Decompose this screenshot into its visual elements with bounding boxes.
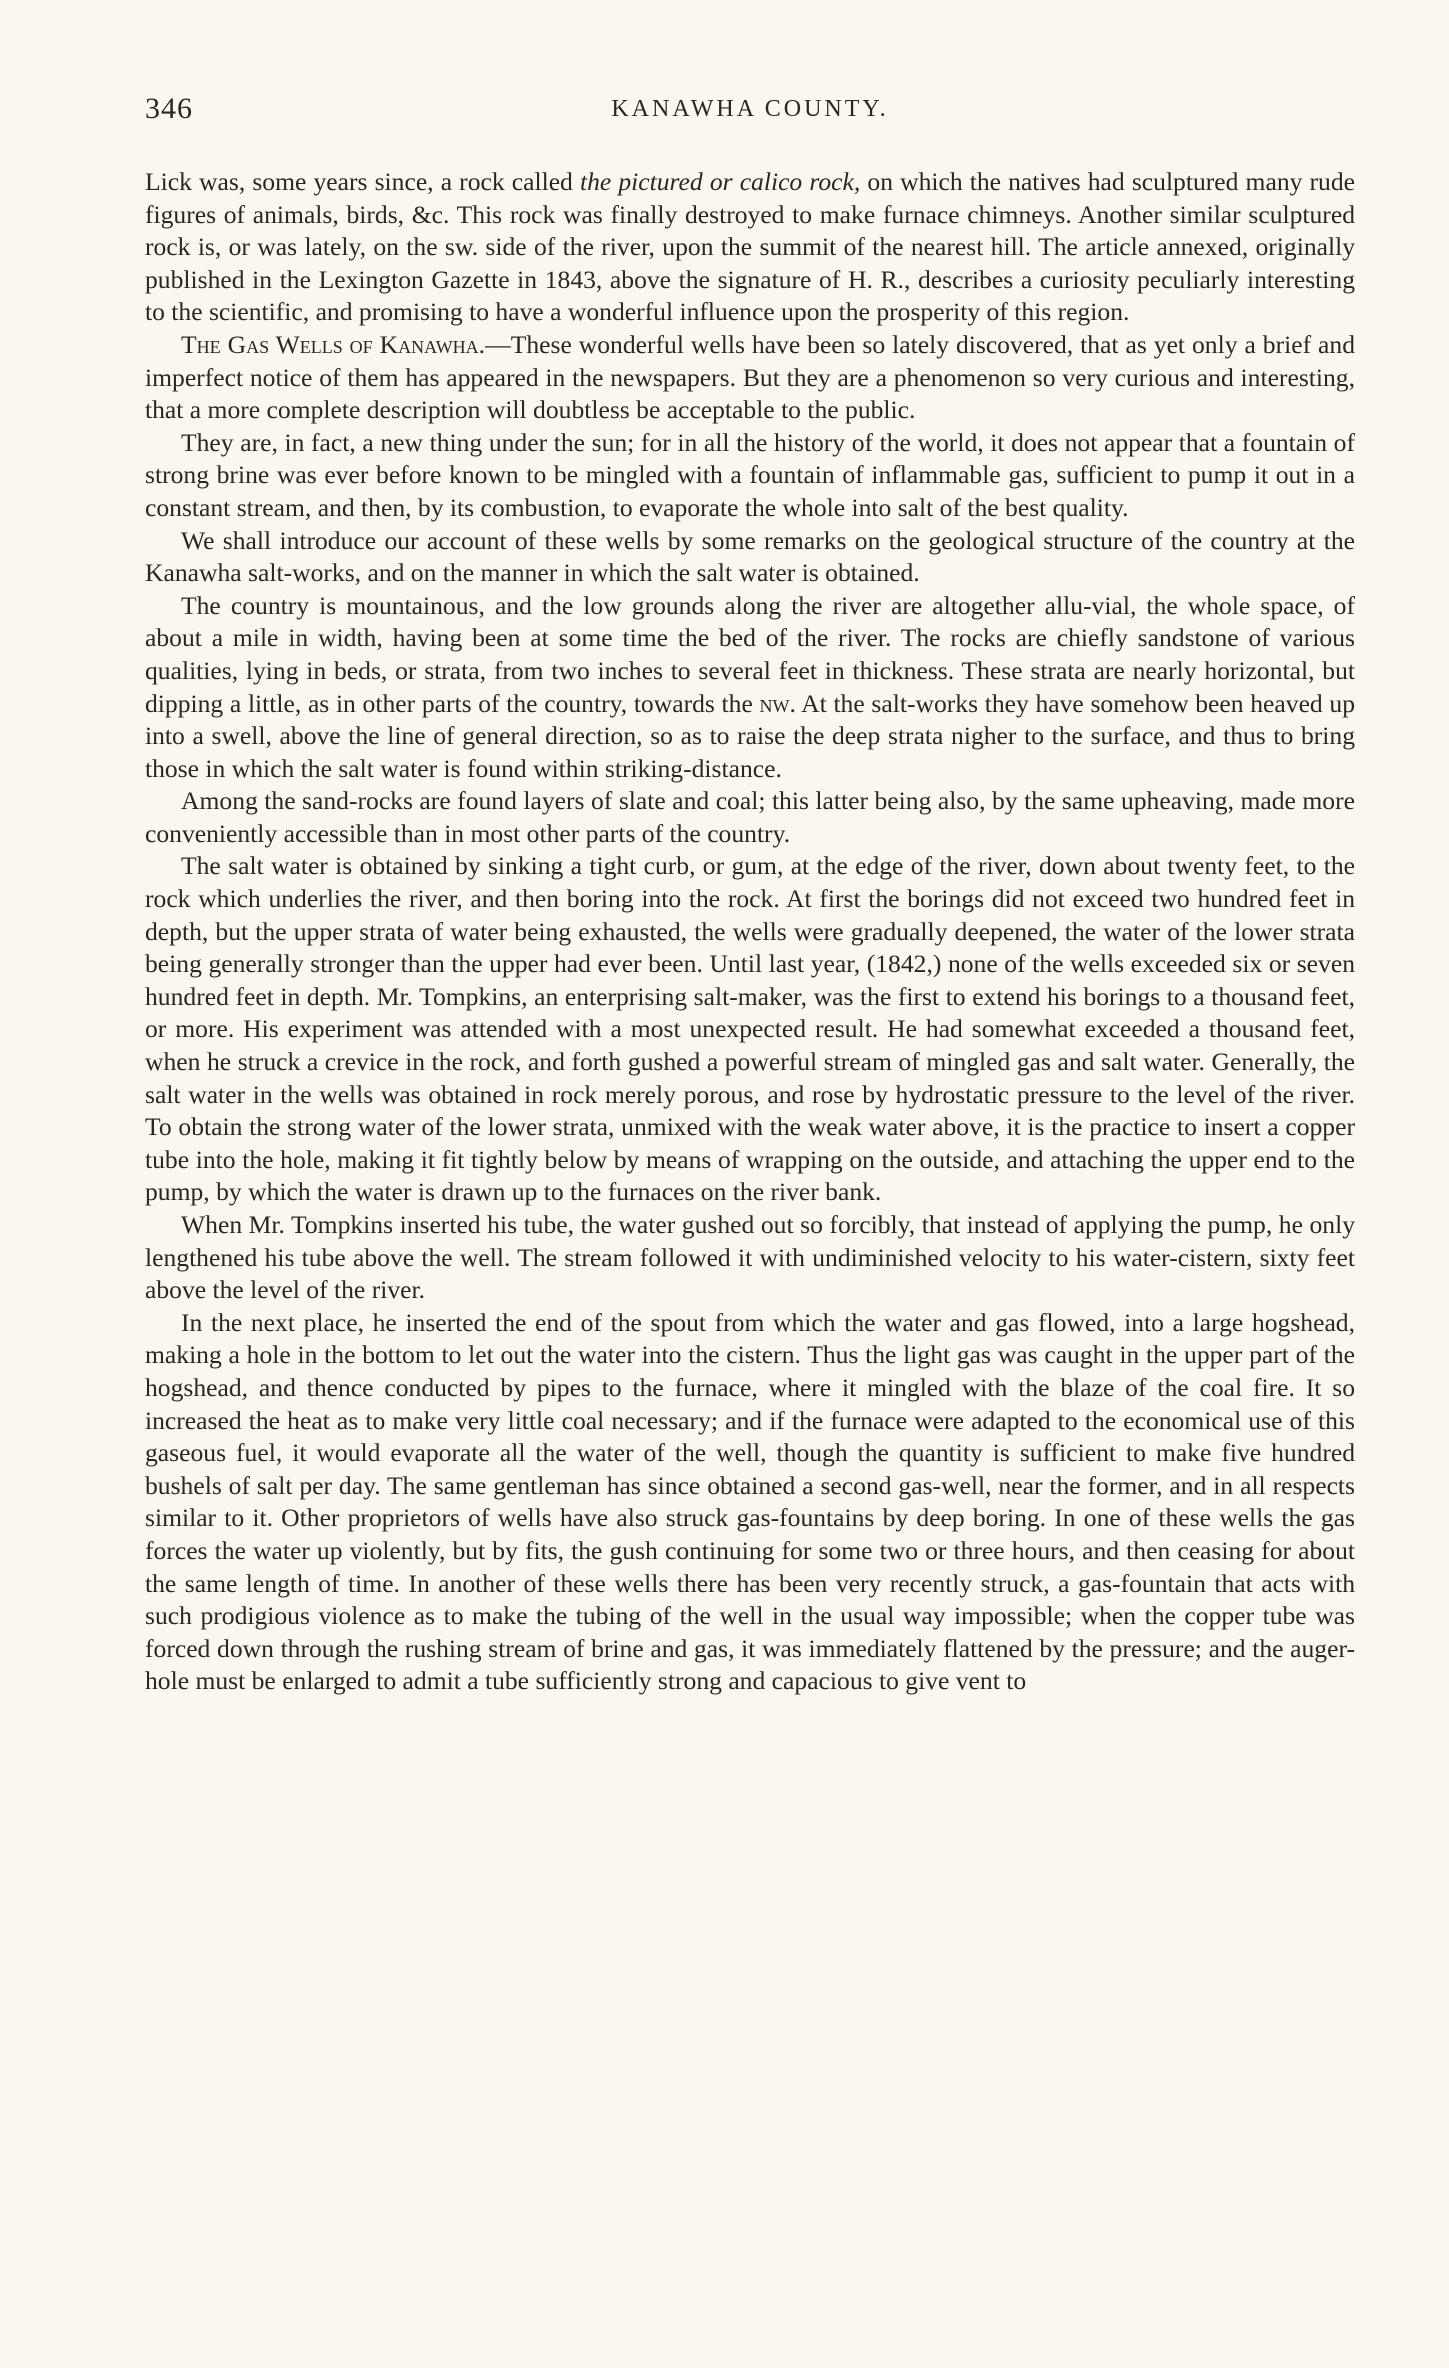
paragraph-6: Among the sand-rocks are found layers of slate and coal; this latter being also, by the same upheaving, made more conveniently accessible than in most other parts of the country. (145, 786, 1355, 848)
direction-abbrev: nw. (759, 688, 796, 718)
paragraph-4: We shall introduce our account of these wells by some remarks on the geological structure of the country at the Kanawha salt-works, and on the manner in which the salt water is obtained. (145, 525, 1355, 588)
paragraph-5-before: The country is mountainous, and the low grounds along the river are altogether allu-vial, the whole space, of about a mile in width, having been at some time the bed of the river. The rocks are chiefly sandstone of various qualities, lying in beds, or strata, from two inches to several feet in thickness. These strata are nearly horizontal, but dipping a little, as in other parts of the country, towards the (145, 590, 1355, 718)
running-head: KANAWHA COUNTY. (611, 96, 889, 122)
page-number: 346 (145, 92, 193, 125)
paragraph-5-after: At the salt-works they have somehow been heaved up into a swell, above the line of general direction, so as to raise the deep strata nigher to the surface, and thus to bring those in which the salt water is found within striking-distance. (145, 688, 1356, 783)
page-header (145, 92, 1355, 132)
paragraph-3: They are, in fact, a new thing under the sun; for in all the history of the world, it does not appear that a fountain of strong brine was ever before known to be mingled with a fountain of inflammable gas, sufficient to pump it out in a constant stream, and then, by its combustion, to evaporate the whole into salt of the best quality. (145, 427, 1355, 522)
body-text (145, 166, 1355, 1698)
section-heading: The Gas Wells of Kanawha. (181, 329, 486, 359)
paragraph-5 (145, 590, 1355, 786)
paragraph-2 (145, 329, 1355, 427)
calico-rock-italic: the pictured or calico rock, (579, 167, 861, 196)
paragraph-8: When Mr. Tompkins inserted his tube, the water gushed out so forcibly, that instead of applying the pump, he only lengthened his tube above the well. The stream followed it with undiminished velocity to his water-cistern, sixty feet above the level of the river. (145, 1210, 1355, 1305)
paragraph-1-before: Lick was, some years since, a rock called (145, 167, 580, 196)
paragraph-1 (145, 166, 1355, 329)
paragraph-2-text: —These wonderful wells have been so lately discovered, that as yet only a brief and imperfect notice of them has appeared in the newspapers. But they are a phenomenon so very curious and interesting, that a more complete description will doubtless be acceptable to the public. (145, 329, 1356, 425)
paragraph-1-after: on which the natives had sculptured many rude figures of animals, birds, &c. This rock was finally destroyed to make furnace chimneys. Another similar sculptured rock is, or was lately, on the sw. side of the river, upon the summit of the nearest hill. The article annexed, originally published in the Lexington Gazette in 1843, above the signature of H. R., describes a curiosity peculiarly interesting to the scientific, and promising to have a wonderful influence upon the prosperity of this region. (145, 167, 1356, 327)
paragraph-7: The salt water is obtained by sinking a tight curb, or gum, at the edge of the river, down about twenty feet, to the rock which underlies the river, and then boring into the rock. At first the borings did not exceed two hundred feet in depth, but the upper strata of water being exhausted, the wells were gradually deepened, the water of the lower strata being generally stronger than the upper had ever been. Until last year, (1842,) none of the wells exceeded six or seven hundred feet in depth. Mr. Tompkins, an enterprising salt-maker, was the first to extend his borings to a thousand feet, or more. His experiment was attended with a most unexpected result. He had somewhat exceeded a thousand feet, when he struck a crevice in the rock, and forth gushed a powerful stream of mingled gas and salt water. Generally, the salt water in the wells was obtained in rock merely porous, and rose by hydrostatic pressure to the level of the river. To obtain the strong water of the lower strata, unmixed with the weak water above, it is the practice to insert a copper tube into the hole, making it fit tightly below by means of wrapping on the outside, and attaching the upper end to the pump, by which the water is drawn up to the furnaces on the river bank. (145, 851, 1355, 1207)
paragraph-9: In the next place, he inserted the end of the spout from which the water and gas flowed, into a large hogshead, making a hole in the bottom to let out the water into the cistern. Thus the light gas was caught in the upper part of the hogshead, and thence conducted by pipes to the furnace, where it mingled with the blaze of the coal fire. It so increased the heat as to make very little coal necessary; and if the furnace were adapted to the economical use of this gaseous fuel, it would evaporate all the water of the well, though the quantity is sufficient to make five hundred bushels of salt per day. The same gentleman has since obtained a second gas-well, near the former, and in all respects similar to it. Other proprietors of wells have also struck gas-fountains by deep boring. In one of these wells the gas forces the water up violently, but by fits, the gush continuing for some two or three hours, and then ceasing for about the same length of time. In another of these wells there has been very recently struck, a gas-fountain that acts with such prodigious violence as to make the tubing of the well in the usual way impossible; when the copper tube was forced down through the rushing stream of brine and gas, it was immediately flattened by the pressure; and the auger-hole must be enlarged to admit a tube sufficiently strong and capacious to give vent to (145, 1307, 1355, 1696)
